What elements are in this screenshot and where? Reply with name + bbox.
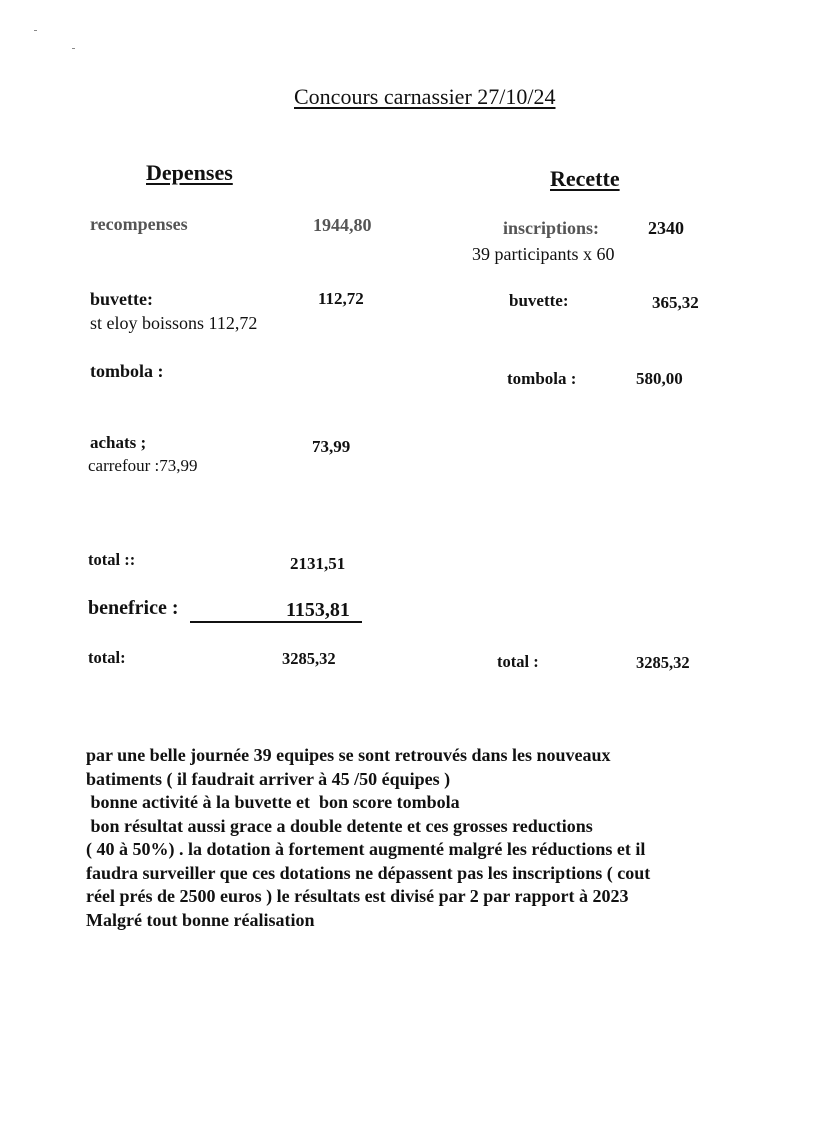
comment-line: ( 40 à 50%) . la dotation à fortement augmenté malgré les réductions et il <box>86 839 646 859</box>
comment-line: Malgré tout bonne réalisation <box>86 909 315 930</box>
comments-paragraph <box>86 744 746 932</box>
achats-detail: carrefour :73,99 <box>88 456 198 475</box>
total-income-label: total : <box>497 652 539 671</box>
inscriptions-value: 2340 <box>648 218 684 238</box>
achats-label: achats ; <box>90 433 147 452</box>
comment-line: faudra surveiller que ces dotations ne dépassent pas les inscriptions ( cout <box>86 862 651 883</box>
buvette-expense-value: 112,72 <box>318 289 364 308</box>
recompenses-value: 1944,80 <box>313 215 372 235</box>
inscriptions-label: inscriptions: <box>503 218 600 238</box>
buvette-expense-label: buvette: <box>90 289 153 309</box>
comment-line: réel prés de 2500 euros ) le résultats est divisé par 2 par rapport à 2023 <box>86 886 629 906</box>
buvette-income-label: buvette: <box>509 291 569 310</box>
benefice-label: benefrice : <box>88 597 179 619</box>
tombola-income-label: tombola : <box>507 369 577 388</box>
scan-speck <box>72 48 75 49</box>
comment-line: bonne activité à la buvette et bon score tombola <box>86 792 460 812</box>
benefice-value: 1153,81 <box>286 599 350 621</box>
benefice-rule <box>190 621 362 623</box>
grand-total-label: total: <box>88 648 126 667</box>
total-income-value: 3285,32 <box>636 653 690 672</box>
depenses-heading: Depenses <box>146 160 233 185</box>
buvette-income-value: 365,32 <box>652 293 699 312</box>
page-title: Concours carnassier 27/10/24 <box>294 84 556 109</box>
scan-speck <box>34 30 37 31</box>
recette-heading: Recette <box>550 166 620 191</box>
grand-total-value: 3285,32 <box>282 649 336 668</box>
recompenses-label: recompenses <box>90 214 188 234</box>
tombola-expense-label: tombola : <box>90 361 164 381</box>
total-expense-label: total :: <box>88 550 136 569</box>
comment-line: par une belle journée 39 equipes se sont retrouvés dans les nouveaux <box>86 745 611 765</box>
comment-line: bon résultat aussi grace a double detente et ces grosses reductions <box>86 815 593 836</box>
buvette-expense-detail: st eloy boissons 112,72 <box>90 313 258 333</box>
total-expense-value: 2131,51 <box>290 554 346 573</box>
inscriptions-detail: 39 participants x 60 <box>472 244 615 264</box>
tombola-income-value: 580,00 <box>636 369 683 388</box>
comment-line: batiments ( il faudrait arriver à 45 /50 équipes ) <box>86 768 451 789</box>
achats-value: 73,99 <box>312 437 351 456</box>
